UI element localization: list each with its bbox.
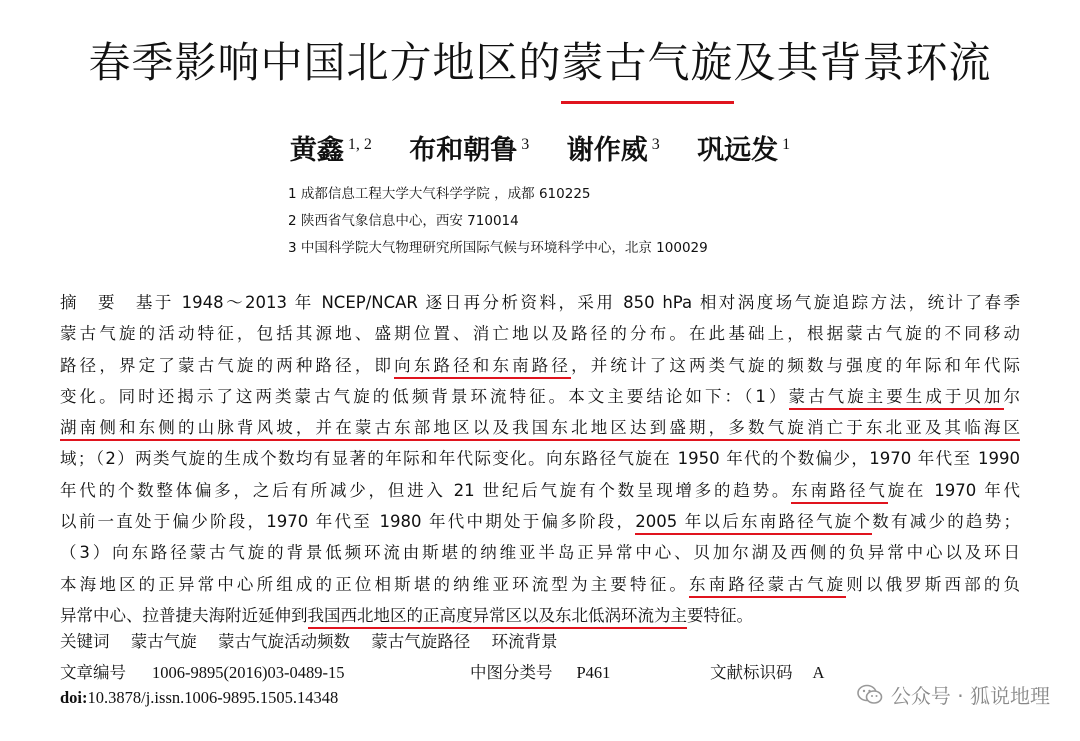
underlined-text: 2005 年以后东南路径气旋个: [635, 512, 872, 535]
abstract-text: 域；（2）两类气旋的生成个数均有显著的年际和年代际变化。向东路径气旋在 1950 年代的个数偏少，1970 年代至 1990: [60, 449, 1020, 469]
abstract-text: 变化。同时还揭示了这两类蒙古气旋的低频背景环流特征。本文主要结论如下：（1）: [60, 386, 789, 406]
doi: [60, 688, 338, 708]
affiliation-1: 1 成都信息工程大学大气科学学院 ，成都 610225: [288, 186, 591, 202]
abstract-text: （3）向东路径蒙古气旋的背景低频环流由斯堪的纳维亚半岛正异常中心、贝加尔湖及西侧的负异常中心以及环日: [60, 543, 1020, 563]
article-number-label: 文章编号: [60, 663, 126, 682]
author-affiliation-mark: 1: [782, 136, 791, 153]
classification-label: 中图分类号: [470, 663, 553, 682]
classification-number: [470, 659, 610, 683]
paper-title: [0, 30, 1080, 90]
classification-value: P461: [576, 663, 611, 682]
abstract-line: [60, 412, 1020, 443]
author-affiliation-mark: 1, 2: [347, 136, 372, 153]
author-name: 黄鑫: [289, 135, 344, 166]
watermark-text: 公众号 · 狐说地理: [890, 684, 1050, 708]
title-part-1: 春季影响中国北方地区的: [88, 38, 562, 87]
abstract-text: 年代的个数整体偏多，之后有所减少，但进入 21 世纪后气旋有个数呈现增多的趋势。: [60, 480, 792, 500]
abstract: [60, 287, 1020, 631]
underlined-text: 湖南侧和东侧的山脉背风坡，并在蒙古东部地区以及我国东北地区达到盛期，多数气旋消亡于东北亚及其临海区: [60, 418, 1020, 441]
abstract-text: 尔: [1003, 386, 1021, 406]
author-name: 布和朝鲁: [409, 135, 518, 166]
underlined-text: 东南路径气: [791, 481, 887, 504]
abstract-line: [60, 600, 1020, 631]
abstract-text: 以前一直处于偏少阶段，1970 年代至 1980 年代中期处于偏多阶段，: [60, 512, 636, 532]
document-code-label: 文献标识码: [710, 663, 793, 682]
underlined-text: 我国西北地区的正高度异常区以及东北低涡环流为主: [308, 606, 688, 629]
underlined-text: 向东路径和东南路径: [394, 356, 571, 379]
keywords-label: 关键词: [60, 632, 110, 651]
underlined-text: 东南路径蒙古气旋: [689, 575, 846, 598]
watermark: [857, 680, 1050, 709]
underlined-text: 蒙古气旋主要生成于贝加: [789, 387, 1004, 410]
article-number: [60, 659, 344, 683]
abstract-line: [60, 318, 1020, 349]
abstract-text: 数有减少的趋势；: [872, 512, 1021, 532]
abstract-text: 摘 要 基于 1948～2013 年 NCEP/NCAR 逐日再分析资料，采用 850 hPa 相对涡度场气旋追踪方法，统计了春季: [60, 293, 1020, 312]
abstract-line: [60, 287, 1020, 318]
title-part-2: 及其背景环流: [733, 38, 992, 87]
doi-label: doi:: [60, 688, 88, 707]
keyword: 环流背景: [491, 632, 558, 651]
abstract-text: 旋在 1970 年代: [887, 480, 1020, 500]
abstract-text: 路径，界定了蒙古气旋的两种路径，即: [60, 355, 395, 375]
author: [567, 135, 660, 166]
abstract-text: ，并统计了这两类气旋的频数与强度的年际和年代际: [571, 355, 1020, 375]
author-list: [0, 128, 1080, 167]
author: [697, 135, 790, 166]
abstract-text: 蒙古气旋的活动特征，包括其源地、盛期位置、消亡地以及路径的分布。在此基础上，根据蒙古气旋的不同移动: [60, 324, 1020, 344]
author: [409, 135, 529, 166]
author-name: 谢作威: [566, 135, 648, 166]
doi-value: 10.3878/j.issn.1006-9895.1505.14348: [87, 688, 339, 707]
abstract-line: [60, 537, 1020, 568]
abstract-line: [60, 443, 1020, 474]
abstract-line: [60, 350, 1020, 381]
abstract-text: 本海地区的正异常中心所组成的正位相斯堪的纳维亚环流型为主要特征。: [60, 574, 689, 594]
article-number-value: 1006-9895(2016)03-0489-15: [152, 663, 345, 682]
affiliation-2: 2 陕西省气象信息中心，西安 710014: [288, 213, 519, 229]
keyword: 蒙古气旋路径: [371, 632, 471, 651]
author-affiliation-mark: 3: [651, 136, 660, 153]
abstract-text: 则以俄罗斯西部的负: [846, 574, 1020, 594]
abstract-text: 异常中心、拉普捷夫海附近延伸到: [60, 605, 308, 625]
abstract-text: 要特征。: [687, 605, 753, 625]
author-affiliation-mark: 3: [521, 136, 530, 153]
title-highlight: 蒙古气旋: [561, 30, 733, 90]
abstract-line: [60, 475, 1020, 506]
document-code: [710, 659, 824, 683]
wechat-icon: [857, 684, 883, 706]
abstract-line: [60, 569, 1020, 600]
abstract-line: [60, 506, 1020, 537]
abstract-line: [60, 381, 1020, 412]
author-name: 巩远发: [697, 135, 779, 166]
keywords-row: [60, 628, 558, 652]
affiliation-3: 3 中国科学院大气物理研究所国际气候与环境科学中心，北京 100029: [288, 240, 708, 256]
keyword: 蒙古气旋: [130, 632, 197, 651]
keyword: 蒙古气旋活动频数: [218, 632, 350, 651]
document-code-value: A: [812, 663, 825, 682]
author: [290, 135, 372, 166]
